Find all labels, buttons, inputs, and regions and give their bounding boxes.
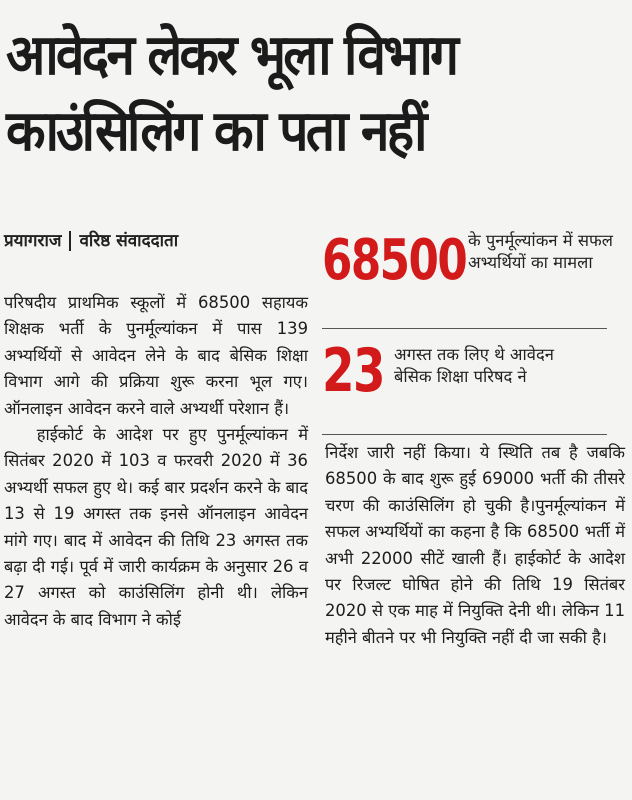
fact-box-68500 bbox=[322, 228, 612, 323]
divider bbox=[322, 434, 607, 435]
article-column-right bbox=[325, 440, 625, 651]
paragraph: निर्देश जारी नहीं किया। ये स्थिति तब है जबकि 68500 के बाद शुरू हुई 69000 भर्ती की तीसरे चरण की काउंसिलिंग हो चुकी है।पुनर्मूल्यांकन में सफल अभ्यर्थियों का कहना है कि 68500 भर्ती में अभी 22000 सीटें खाली हैं। हाईकोर्ट के आदेश पर रिजल्ट घोषित होने की तिथि 19 सितंबर 2020 से एक माह में नियुक्ति देनी थी। लेकिन 11 महीने बीतने पर भी नियुक्ति नहीं दी जा सकी है। bbox=[325, 443, 625, 647]
paragraph: परिषदीय प्राथमिक स्कूलों में 68500 सहायक शिक्षक भर्ती के पुनर्मूल्यांकन में पास 139 अभ्यर्थियों से आवेदन लेने के बाद बेसिक शिक्षा विभाग आगे की प्रक्रिया शुरू करना भूल गए। ऑनलाइन आवेदन करने वाले अभ्यर्थी परेशान हैं। bbox=[4, 293, 308, 418]
fact-number: 23 bbox=[322, 336, 385, 406]
byline-divider bbox=[69, 231, 71, 251]
article-column-left bbox=[4, 290, 308, 633]
byline-author: वरिष्ठ संवाददाता bbox=[79, 231, 179, 251]
byline bbox=[4, 228, 178, 251]
divider bbox=[322, 328, 607, 329]
fact-number: 68500 bbox=[322, 228, 467, 293]
fact-box-23 bbox=[322, 338, 612, 428]
paragraph: हाईकोर्ट के आदेश पर हुए पुनर्मूल्यांकन में सितंबर 2020 में 103 व फरवरी 2020 में 36 अभ्यर्थी सफल हुए थे। कई बार प्रदर्शन करने के बाद 13 से 19 अगस्त तक इनसे ऑनलाइन आवेदन मांगे गए। बाद में आवेदन की तिथि 23 अगस्त तक बढ़ा दी गई। पूर्व में जारी कार्यक्रम के अनुसार 26 व 27 अगस्त को काउंसिलिंग होनी थी। लेकिन आवेदन के बाद विभाग ने कोई bbox=[4, 425, 308, 629]
fact-text: के पुनर्मूल्यांकन में सफल अभ्यर्थियों का मामला bbox=[468, 231, 613, 272]
headline-line-2: काउंसिलिंग का पता नहीं bbox=[6, 99, 425, 164]
dateline-place: प्रयागराज bbox=[4, 231, 62, 251]
fact-text: अगस्त तक लिए थे आवेदन बेसिक शिक्षा परिषद ने bbox=[394, 345, 554, 386]
headline-line-1: आवेदन लेकर भूला विभाग bbox=[6, 23, 457, 88]
headline bbox=[6, 18, 628, 170]
